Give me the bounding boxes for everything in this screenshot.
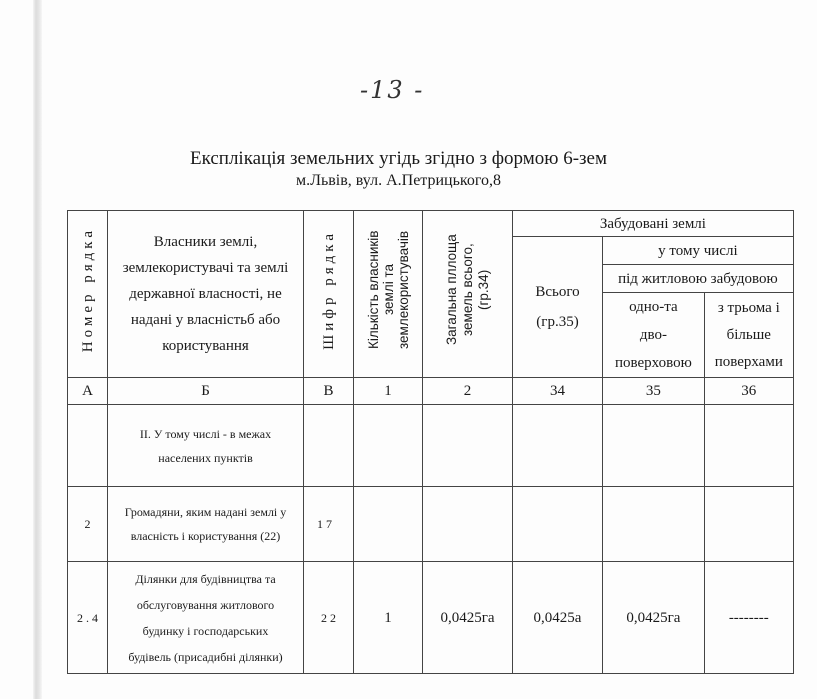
cell-num — [68, 405, 108, 487]
cell-area — [423, 405, 513, 487]
cell-area: 0,0425га — [423, 562, 513, 674]
document-title: Експлікація земельних угідь згідно з формою 6-зем — [189, 148, 608, 169]
column-code: А — [68, 378, 108, 405]
cell-three-plus — [704, 405, 793, 487]
header-row-number: Номер рядка — [68, 211, 108, 378]
header-total-area: Загальна пллоща земель всього, (гр.34) — [423, 211, 513, 378]
cell-three-plus — [704, 487, 793, 562]
cell-count — [354, 405, 423, 487]
header-three-plus-storey: з трьома і більше поверхами — [704, 293, 793, 378]
cell-num: 2 . 4 — [68, 562, 108, 674]
header-owners: Власники землі, землекористувачі та землі державної власності, не надані у власністьб або користування — [108, 211, 304, 378]
cell-num: 2 — [68, 487, 108, 562]
cell-one-two: 0,0425га — [603, 562, 705, 674]
header-built-up: Забудовані землі — [513, 211, 794, 237]
table-row — [68, 562, 794, 674]
column-code: 1 — [354, 378, 423, 405]
cell-total — [513, 487, 603, 562]
cell-one-two — [603, 405, 705, 487]
column-code: 2 — [423, 378, 513, 405]
cell-one-two — [603, 487, 705, 562]
header-residential: під житловою забудовою — [603, 265, 794, 293]
column-code: Б — [108, 378, 304, 405]
column-code: В — [304, 378, 354, 405]
cell-name: ІІ. У тому числі - в межах населених пунктів — [108, 405, 304, 487]
table-row — [68, 487, 794, 562]
column-code: 34 — [513, 378, 603, 405]
column-code: 35 — [603, 378, 705, 405]
page-number: -13 - — [360, 76, 425, 104]
header-one-two-storey: одно-та дво-поверховою — [603, 293, 705, 378]
column-code: 36 — [704, 378, 793, 405]
cell-total — [513, 405, 603, 487]
table-row — [68, 405, 794, 487]
header-including: у тому числі — [603, 237, 794, 265]
cell-name: Ділянки для будівництва та обслуговування житлового будинку і господарських будівель (присадибні ділянки) — [108, 562, 304, 674]
header-row-code: Шифр рядка — [304, 211, 354, 378]
header-count: Кількість власників землі та землекористувачів — [354, 211, 423, 378]
header-total: Всього (гр.35) — [513, 237, 603, 378]
cell-total: 0,0425а — [513, 562, 603, 674]
document-subtitle: м.Львів, вул. А.Петрицького,8 — [295, 172, 502, 189]
cell-code: 2 2 — [304, 562, 354, 674]
cell-count — [354, 487, 423, 562]
cell-name: Громадяни, яким надані землі у власність і користування (22) — [108, 487, 304, 562]
cell-code — [304, 405, 354, 487]
cell-code: 1 7 — [304, 487, 354, 562]
cell-three-plus: -------- — [704, 562, 793, 674]
land-explication-table — [67, 210, 794, 674]
cell-area — [423, 487, 513, 562]
binder-shadow — [33, 0, 42, 699]
cell-count: 1 — [354, 562, 423, 674]
column-codes-row — [68, 378, 794, 405]
